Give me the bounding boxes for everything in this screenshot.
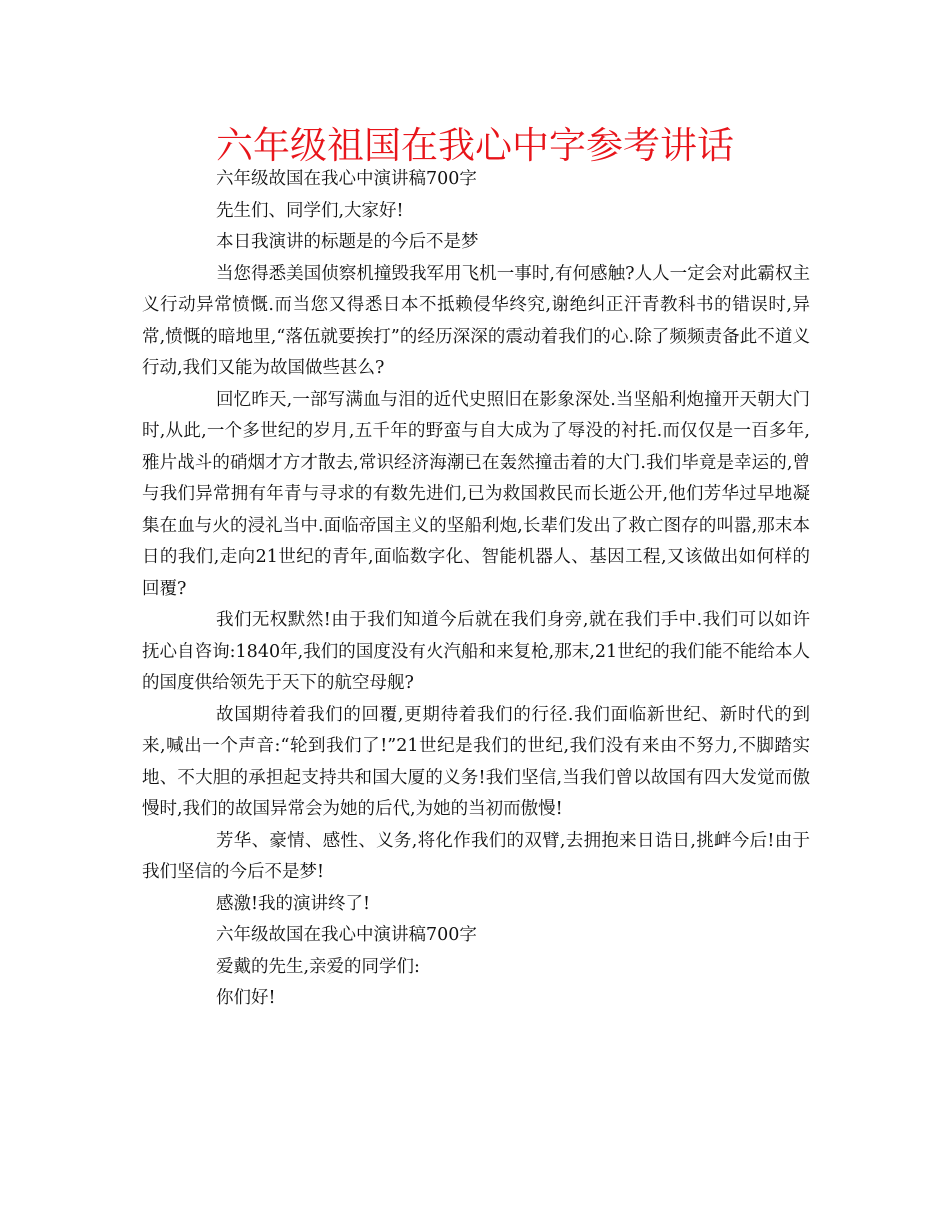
paragraph-greeting: 你们好! bbox=[216, 988, 276, 1008]
paragraph-greeting: 爱戴的先生,亲爱的同学们: bbox=[216, 956, 420, 977]
paragraph-body: 当您得悉美国侦察机撞毁我军用飞机一事时,有何感触?人人一定会对此霸权主义行动异常愤慨.而当您又得悉日本不抵赖侵华终究,谢绝纠正汗青教科书的错误时,异常,愤慨的暗地里,“落伍就要挨打”的经历深深的震动着我们的心.除了频频责备此不道义行动,我们又能为故国做些甚么? bbox=[142, 263, 810, 378]
paragraph-body: 回忆昨天,一部写满血与泪的近代史照旧在影象深处.当坚船利炮撞开天朝大门时,从此,一个多世纪的岁月,五千年的野蛮与自大成为了辱没的衬托.而仅仅是一百多年,雅片战斗的硝烟才方才散去,常识经济海潮已在轰然撞击着的大门.我们毕竟是幸运的,曾与我们异常拥有年青与寻求的有数先进们,已为救国救民而长逝公开,他们芳华过早地凝集在血与火的浸礼当中.面临帝国主义的坚船利炮,长辈们发出了救亡图存的叫嚣,那末本日的我们,走向21世纪的青年,面临数字化、智能机器人、基因工程,又该做出如何样的回覆? bbox=[142, 389, 810, 599]
paragraph-body: 芳华、豪情、感性、义务,将化作我们的双臂,去拥抱来日诰日,挑衅今后!由于我们坚信的今后不是梦! bbox=[142, 830, 810, 882]
paragraph-body: 故国期待着我们的回覆,更期待着我们的行径.我们面临新世纪、新时代的到来,喊出一个声音:“轮到我们了!”21世纪是我们的世纪,我们没有来由不努力,不脚踏实地、不大胆的承担起支持共和国大厦的义务!我们坚信,当我们曾以故国有四大发觉而傲慢时,我们的故国异常会为她的后代,为她的当初而傲慢! bbox=[142, 704, 810, 819]
paragraph-topic: 本日我演讲的标题是的今后不是梦 bbox=[216, 232, 479, 252]
document-body bbox=[142, 164, 810, 1015]
paragraph-subtitle: 六年级故国在我心中演讲稿700字 bbox=[216, 169, 477, 189]
paragraph-body: 我们无权默然!由于我们知道今后就在我们身旁,就在我们手中.我们可以如许抚心自咨询:1840年,我们的国度没有火汽船和来复枪,那末,21世纪的我们能不能给本人的国度供给领先于天下的航空母舰? bbox=[142, 610, 810, 693]
document-title: 六年级祖国在我心中字参考讲话 bbox=[216, 124, 734, 167]
paragraph-closing: 感激!我的演讲终了! bbox=[216, 893, 371, 914]
paragraph-subtitle: 六年级故国在我心中演讲稿700字 bbox=[216, 925, 477, 945]
paragraph-greeting: 先生们、同学们,大家好! bbox=[216, 200, 404, 221]
